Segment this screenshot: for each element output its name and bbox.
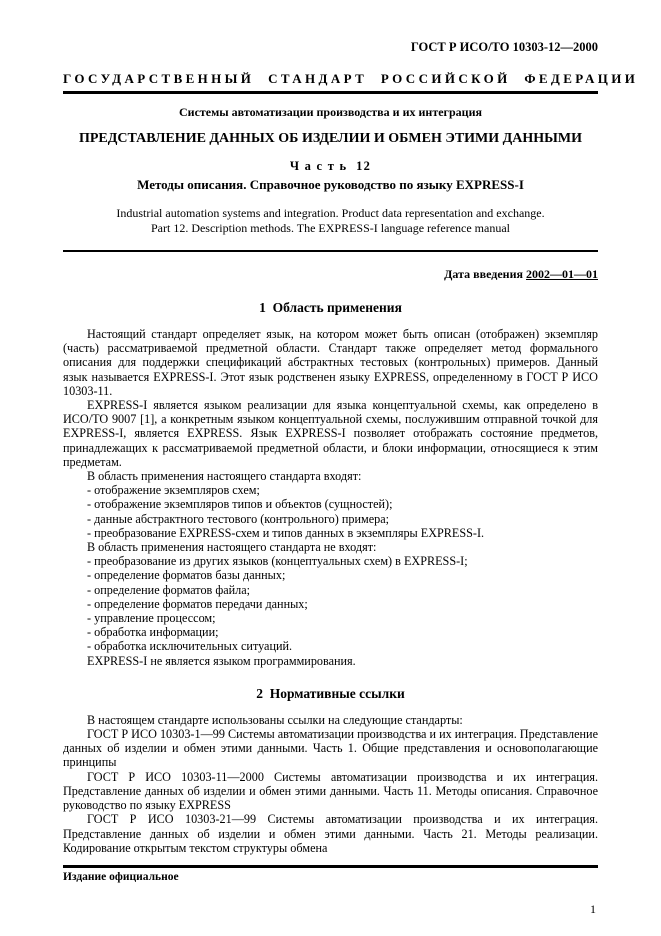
reference-entry: ГОСТ Р ИСО 10303-1—99 Системы автоматизации производства и их интеграция. Представление данных об изделии и обмен этими данными. Часть 1. Общие представления и основополагающие принципы [63,727,598,770]
doc-code: ГОСТ Р ИСО/ТО 10303-12—2000 [410,40,598,54]
list-item: - управление процессом; [87,611,216,626]
title-english-line2: Part 12. Description methods. The EXPRESS-I language reference manual [150,221,510,235]
paragraph: EXPRESS-I является языком реализации для языка концептуальной схемы, как определено в ИСО/ТО 9007 [1], а конкретным языком концептуальной схемы, послужившим отправной точкой для EXPRESS-I, является EXPRESS. Язык EXPRESS-I позволяет отображать состояние предметов, принадлежащих к рассматриваемой предметной области, и блоки информации, относящиеся к этим предметам. [63,398,598,469]
intro-date-value: 2002—01—01 [526,267,598,281]
header-divider-rule [63,250,598,252]
intro-date-line [63,267,598,282]
section-2-heading: 2 Нормативные ссылки [256,685,405,701]
section-1-body [63,327,598,668]
subject-line: Системы автоматизации производства и их интеграция [179,105,482,119]
section-2-body [63,713,598,855]
reference-entry: ГОСТ Р ИСО 10303-11—2000 Системы автоматизации производства и их интеграция. Представление данных об изделии и обмен этими данными. Часть 11. Методы описания. Справочное руководство по языку EXPRESS [63,769,598,813]
part-title: Методы описания. Справочное руководство по языку EXPRESS-I [137,177,524,192]
paragraph: В настоящем стандарте использованы ссылки на следующие стандарты: [87,712,463,727]
list-item: - определение форматов файла; [87,582,251,597]
section-1-heading: 1 Область применения [259,300,402,315]
paragraph: В область применения настоящего стандарта не входят: [87,540,377,555]
list-item: - отображение экземпляров схем; [87,483,260,498]
list-item: - определение форматов передачи данных; [87,596,308,611]
part-label: Ч а с т ь 12 [289,159,372,173]
reference-entry: ГОСТ Р ИСО 10303-21—99 Системы автоматизации производства и их интеграция. Представление данных об изделии и обмен этими данными. Часть 21. Методы реализации. Кодирование открытым текстом структуры обмена [63,812,598,855]
list-item: - данные абстрактного тестового (контрольного) примера; [87,511,390,526]
federation-title: ГОСУДАРСТВЕННЫЙ СТАНДАРТ РОССИЙСКОЙ ФЕДЕРАЦИИ [63,71,598,94]
list-item: - отображение экземпляров типов и объектов (сущностей); [87,497,393,512]
paragraph: EXPRESS-I не является языком программирования. [87,653,356,668]
list-item: - обработка информации; [87,625,219,640]
paragraph: В область применения настоящего стандарта входят: [87,469,362,484]
page-number: 1 [590,901,596,916]
title-english [63,206,598,236]
list-item: - преобразование EXPRESS-схем и типов данных в экземпляры EXPRESS-I. [87,525,485,540]
list-item: - определение форматов базы данных; [87,568,286,583]
intro-date-label: Дата введения [444,267,523,281]
title-english-line1: Industrial automation systems and integration. Product data representation and exchange. [116,206,545,220]
list-item: - обработка исключительных ситуаций. [87,639,293,654]
official-edition-note: Издание официальное [63,870,179,883]
paragraph: Настоящий стандарт определяет язык, на котором может быть описан (отображен) экземпляр (часть) рассматриваемой предметной области. Стандарт также определяет метод формального описания для поддержки спецификаций абстрактных тестовых (контрольных) примеров. Данный язык называется EXPRESS-I. Этот язык родственен языку EXPRESS, определенному в ГОСТ Р ИСО 10303-11. [63,327,598,398]
list-item: - преобразование из других языков (концептуальных схем) в EXPRESS-I; [87,554,468,569]
main-title: ПРЕДСТАВЛЕНИЕ ДАННЫХ ОБ ИЗДЕЛИИ И ОБМЕН ЭТИМИ ДАННЫМИ [78,131,583,146]
